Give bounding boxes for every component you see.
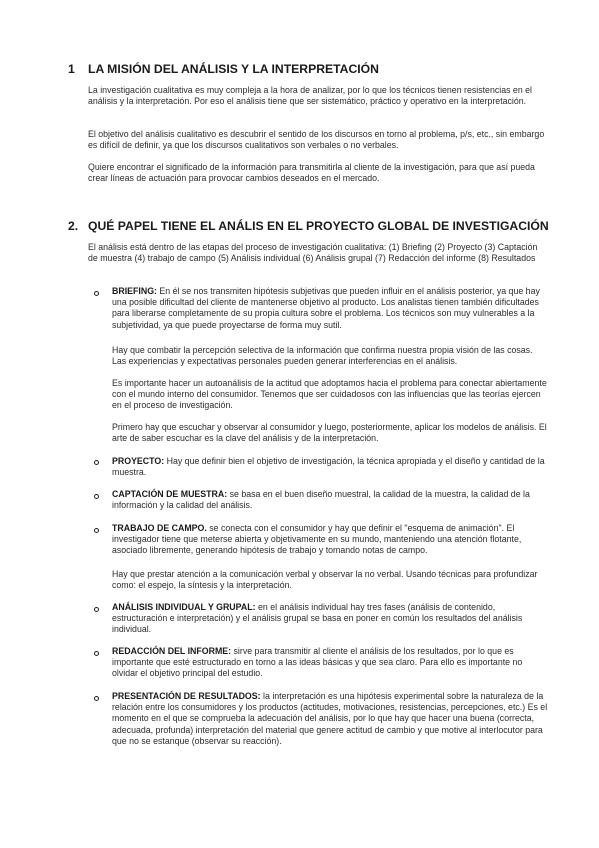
- list-item-label: PROYECTO:: [112, 456, 165, 466]
- list-item-analisis: [112, 602, 548, 636]
- list-item-text: En él se nos transmiten hipótesis subjetivas que pueden influir en el análisis posterior, ya que hay una posible dificultad del cliente de mantenerse objetivo al producto. Los analistas tienen también dificultades para liberarse completamente de su propia cultura sobre el problema. Los técnicos son muy vulnerables a la subjetividad, ya que puede proyectarse de forma muy sutil.: [112, 286, 540, 330]
- list-item-briefing: [112, 286, 548, 331]
- bullet-icon: [94, 494, 99, 499]
- list-item-paragraph: Primero hay que escuchar y observar al consumidor y luego, posteriormente, aplicar los modelos de análisis. El arte de saber escuchar es la clave del análisis y de la interpretación.: [112, 422, 547, 444]
- list-item-trabajo-campo: [112, 523, 548, 557]
- list-item-redaccion: [112, 646, 548, 680]
- bullet-icon: [94, 291, 99, 296]
- list-item-captacion: [112, 489, 548, 511]
- list-item-text: sirve para transmitir al cliente el análisis de los resultados, por lo que es importante que esté estructurado en torno a las ideas básicas y que sea claro. Para ello es importante no olvidar el objetivo principal del estudio.: [112, 646, 523, 679]
- bullet-icon: [94, 607, 99, 612]
- section-1-heading: [68, 62, 379, 76]
- list-item-label: CAPTACIÓN DE MUESTRA:: [112, 489, 228, 499]
- section-1-paragraph: La investigación cualitativa es muy compleja a la hora de analizar, por lo que los técnicos tienen resistencias en el análisis y la interpretación. Por eso el análisis tiene que ser sistemático, práctico y operativo en la interpretación.: [88, 85, 533, 107]
- bullet-icon: [94, 460, 99, 465]
- list-item-label: TRABAJO DE CAMPO.: [112, 523, 207, 533]
- list-item-paragraph: Hay que prestar atención a la comunicación verbal y observar la no verbal. Usando técnicas para profundizar como: el espejo, la síntesis y la interpretación.: [112, 569, 538, 591]
- list-item-label: ANÁLISIS INDIVIDUAL Y GRUPAL:: [112, 602, 256, 612]
- list-item-paragraph: Es importante hacer un autoanálisis de la actitud que adoptamos hacia el problema para conectar abiertamente con el mundo interno del consumidor. Tenemos que ser cuidadosos con las influencias que las teorías ejercen en el proceso de investigación.: [112, 378, 547, 411]
- section-1-number: 1: [68, 62, 75, 76]
- list-item-text: la interpretación es una hipótesis experimental sobre la naturaleza de la relación entre los consumidores y los productos (actitudes, motivaciones, resistencias, percepciones, etc.) Es el momento en el que se comprueba la adecuación del análisis, por lo que hay que hacer una buena (correcta, adecuada, profunda) interpretación del material que genere actitud de cambio y que motive al interlocutor para que no se estanque (observar su reacción).: [112, 691, 548, 746]
- section-2-number: 2.: [68, 219, 79, 233]
- list-item-proyecto: [112, 456, 548, 478]
- list-item-label: PRESENTACIÓN DE RESULTADOS:: [112, 691, 261, 701]
- list-item-paragraph: Hay que combatir la percepción selectiva de la información que confirma nuestra propia visión de las cosas. Las experiencias y expectativas personales pueden generar interferencias en el análisis.: [112, 345, 533, 367]
- bullet-icon: [94, 651, 99, 656]
- bullet-icon: [94, 696, 99, 701]
- section-1-paragraph: Quiere encontrar el significado de la información para transmitirla al cliente de la investigación, para que así pueda crear líneas de actuación para provocar cambios deseados en el mercado.: [88, 162, 535, 184]
- list-item-text: en el análisis individual hay tres fases (análisis de contenido, estructuración e interpretación) y el análisis grupal se basa en poner en común los resultados del análisis individual.: [112, 602, 523, 635]
- list-item-text: se conecta con el consumidor y hay que definir el "esquema de animación". El investigador tiene que meterse abierta y objetivamente en su mundo, manteniendo una atención flotante, asociado libremente, generando hipótesis de trabajo y tomando notas de campo.: [112, 523, 522, 556]
- list-item-presentacion: [112, 691, 548, 747]
- bullet-icon: [94, 528, 99, 533]
- list-item-label: REDACCIÓN DEL INFORME:: [112, 646, 232, 656]
- section-2-intro: El análisis está dentro de las etapas del proceso de investigación cualitativa: (1) Briefing (2) Proyecto (3) Captación de muestra (4) trabajo de campo (5) Análisis individual (6) Análisis grupal (7) Redacción del informe (8) Resultados: [88, 242, 538, 264]
- section-1-paragraph: El objetivo del análisis cualitativo es descubrir el sentido de los discursos en torno al problema, p/s, etc., sin embargo es difícil de definir, ya que los discursos cualitativos son verbales o no verbales.: [88, 129, 545, 151]
- section-2-title: QUÉ PAPEL TIENE EL ANÁLIS EN EL PROYECTO GLOBAL DE INVESTIGACIÓN: [88, 219, 549, 233]
- section-2-heading: [68, 219, 549, 233]
- list-item-text: se basa en el buen diseño muestral, la calidad de la muestra, la calidad de la información y la calidad del análisis.: [112, 489, 530, 511]
- section-1-title: LA MISIÓN DEL ANÁLISIS Y LA INTERPRETACIÓN: [88, 62, 379, 76]
- list-item-text: Hay que definir bien el objetivo de investigación, la técnica apropiada y el diseño y cantidad de la muestra.: [112, 456, 545, 478]
- list-item-label: BRIEFING:: [112, 286, 157, 296]
